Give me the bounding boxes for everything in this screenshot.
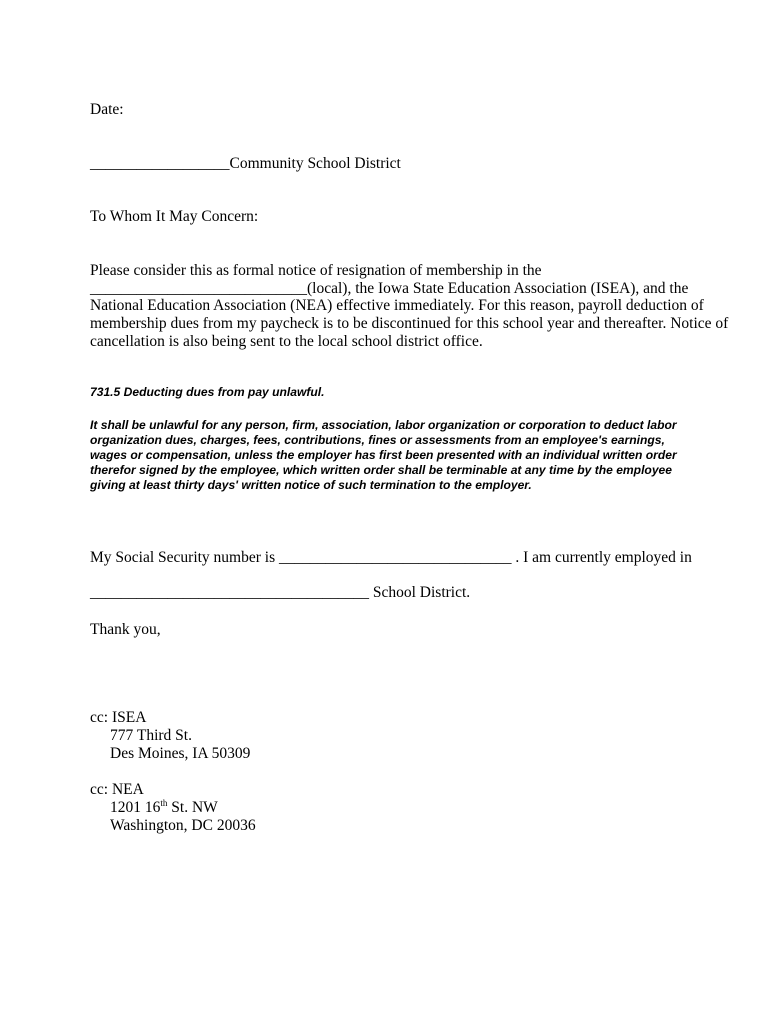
cc-nea-label: cc: NEA (90, 781, 144, 798)
district-line: __________________Community School District (90, 155, 401, 172)
cc-isea-street: 777 Third St. (110, 727, 192, 744)
cc-nea-street-rest: St. NW (167, 799, 218, 816)
law-line: wages or compensation, unless the employer has first been presented with an individual written order (90, 448, 677, 462)
body-line: cancellation is also being sent to the local school district office. (90, 333, 483, 350)
date-label: Date: (90, 101, 124, 118)
law-line: therefor signed by the employee, which written order shall be terminable at any time by the employee (90, 463, 672, 477)
cc-nea-street (110, 798, 218, 817)
cc-nea-city: Washington, DC 20036 (110, 817, 256, 834)
cc-nea-street-suffix: th (160, 798, 168, 808)
law-line: giving at least thirty days' written notice of such termination to the employer. (90, 478, 532, 492)
closing: Thank you, (90, 621, 161, 638)
employer-line: ____________________________________ School District. (90, 584, 471, 601)
body-line: Please consider this as formal notice of resignation of membership in the (90, 262, 542, 279)
cc-isea-city: Des Moines, IA 50309 (110, 745, 251, 762)
cc-nea-street-number: 1201 16 (110, 799, 161, 816)
ssn-line: My Social Security number is ______________________________ . I am currently employed in (90, 549, 692, 566)
body-line: membership dues from my paycheck is to be discontinued for this school year and thereafter. Notice of (90, 315, 729, 332)
body-line: ____________________________(local), the Iowa State Education Association (ISEA), and the (90, 280, 689, 297)
body-line: National Education Association (NEA) effective immediately. For this reason, payroll deduction of (90, 297, 704, 314)
law-line: organization dues, charges, fees, contributions, fines or assessments from an employee's earnings, (90, 433, 665, 447)
cc-isea-label: cc: ISEA (90, 709, 147, 726)
law-heading: 731.5 Deducting dues from pay unlawful. (90, 385, 325, 399)
law-line: It shall be unlawful for any person, firm, association, labor organization or corporation to deduct labor (90, 418, 677, 432)
salutation: To Whom It May Concern: (90, 208, 259, 225)
